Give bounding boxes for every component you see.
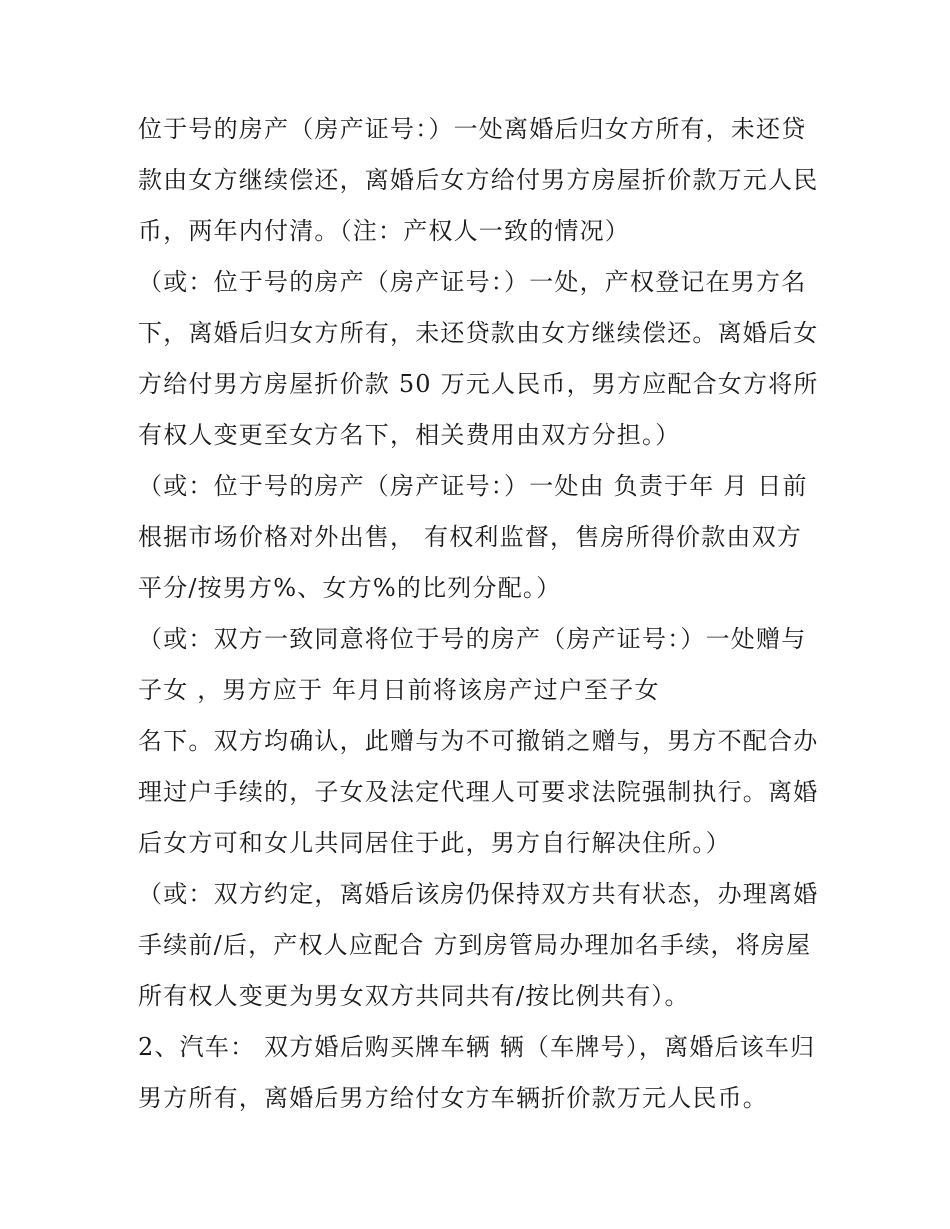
text-line: 理过户手续的，子女及法定代理人可要求法院强制执行。离婚 [138, 778, 819, 806]
text-line: 平分/按男方%、女方%的比列分配。） [138, 574, 562, 602]
text-line: 名下。双方均确认，此赠与为不可撤销之赠与，男方不配合办 [138, 727, 819, 755]
text-line: 男方所有，离婚后男方给付女方车辆折价款万元人民币。 [138, 1084, 768, 1112]
text-line: 所有权人变更为男女双方共同共有/按比例共有）。 [138, 982, 690, 1010]
text-line: （或：双方一致同意将位于号的房产（房产证号：）一处赠与 [138, 625, 807, 653]
text-line: 方给付男方房屋折价款 50 万元人民币，男方应配合女方将所 [138, 370, 819, 398]
text-line: 位于号的房产（房产证号：）一处离婚后归女方所有，未还贷 [138, 115, 807, 143]
text-line: 手续前/后，产权人应配合 方到房管局办理加名手续，将房屋 [138, 931, 812, 959]
text-line: 子女 ，男方应于 年月日前将该房产过户至子女 [138, 676, 660, 704]
text-line: 下，离婚后归女方所有，未还贷款由女方继续偿还。离婚后女 [138, 319, 819, 347]
text-line: 后女方可和女儿共同居住于此，男方自行解决住所。） [138, 829, 731, 857]
text-line: 有权人变更至女方名下，相关费用由双方分担。） [138, 421, 681, 449]
text-line: 根据市场价格对外出售， 有权利监督，售房所得价款由双方 [138, 523, 803, 551]
text-line: 币，两年内付清。（注：产权人一致的情况） [138, 217, 630, 245]
text-line: （或：位于号的房产（房产证号：）一处由 负责于年 月 日前 [138, 472, 808, 500]
text-line: 款由女方继续偿还，离婚后女方给付男方房屋折价款万元人民 [138, 166, 819, 194]
text-line: （或：双方约定，离婚后该房仍保持双方共有状态，办理离婚 [138, 880, 819, 908]
text-line: 2、汽车： 双方婚后购买牌车辆 辆（车牌号），离婚后该车归 [138, 1033, 816, 1061]
text-line: （或：位于号的房产（房产证号：）一处，产权登记在男方名 [138, 268, 807, 296]
